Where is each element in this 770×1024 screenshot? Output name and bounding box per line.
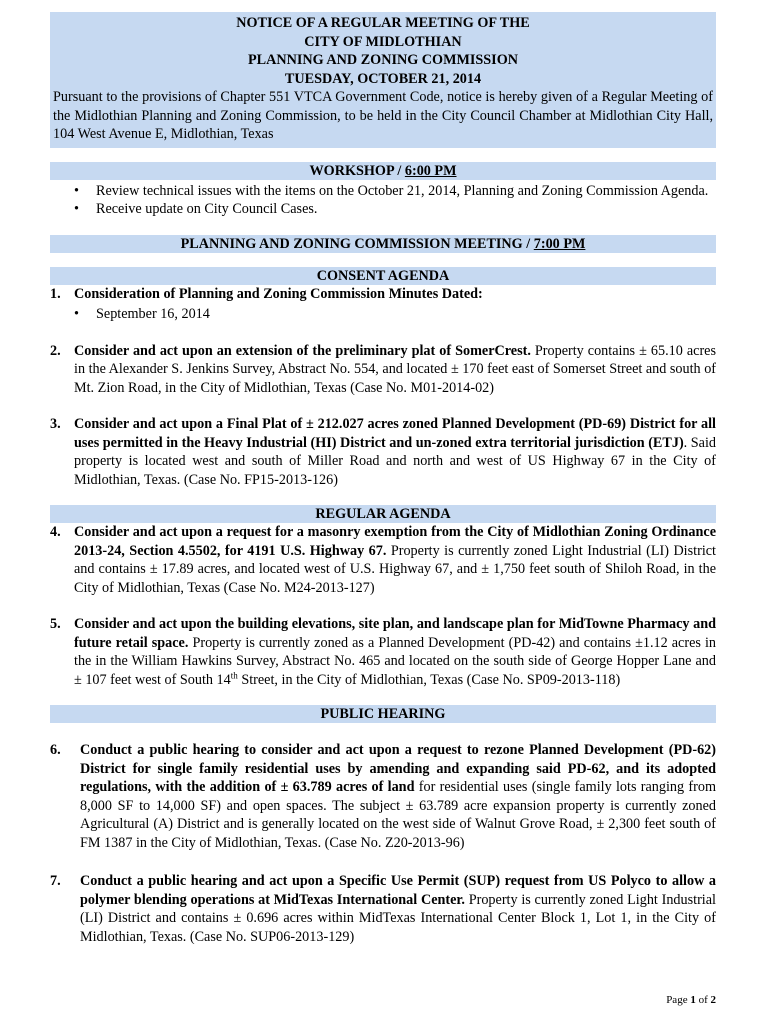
item-number: 2. bbox=[50, 342, 61, 359]
workshop-bullet-1: • Review technical issues with the items on the October 21, 2014, Planning and Zoning Commission Agenda. bbox=[96, 182, 716, 201]
workshop-time: 6:00 PM bbox=[404, 162, 457, 179]
meeting-time: 7:00 PM bbox=[533, 235, 586, 252]
consent-agenda-heading: CONSENT AGENDA bbox=[50, 267, 716, 285]
regular-agenda-heading: REGULAR AGENDA bbox=[50, 505, 716, 523]
header-line-3: PLANNING AND ZONING COMMISSION bbox=[248, 52, 518, 68]
item-title: Consider and act upon a request for a masonry exemption from the City of Midlothian Zoning Ordinance 2013-24, Section 4.5502, for 4191 U.S. Highway 67. bbox=[74, 524, 716, 559]
meeting-heading bbox=[50, 235, 716, 253]
item-number: 5. bbox=[50, 616, 61, 632]
workshop-bullet-2: • Receive update on City Council Cases. bbox=[96, 200, 716, 219]
minutes-list bbox=[74, 305, 716, 324]
agenda-item-6 bbox=[50, 741, 716, 852]
total-pages: 2 bbox=[710, 994, 716, 1006]
item-number: 3. bbox=[50, 416, 61, 432]
item-title: Consider and act upon the building elevations, site plan, and landscape plan for MidTowne Pharmacy and future retail space. bbox=[74, 616, 716, 651]
public-hearing-heading: PUBLIC HEARING bbox=[50, 705, 716, 723]
agenda-item-5 bbox=[50, 615, 716, 689]
item-description: Property contains ± 65.10 acres in the Alexander S. Jenkins Survey, Abstract No. 554, and located ± 170 feet east of Somerset Street and south of Mt. Zion Road, in the City of Midlothian, Texas (Case No. M01-2014-02) bbox=[74, 342, 717, 396]
page-number bbox=[666, 994, 716, 1006]
item-number: 1. bbox=[50, 285, 61, 302]
header-line-4: TUESDAY, OCTOBER 21, 2014 bbox=[284, 70, 482, 87]
agenda-item-1 bbox=[50, 285, 716, 324]
workshop-heading bbox=[50, 162, 716, 180]
item-description: for residential uses (single family lots ranging from 8,000 SF to 14,000 SF) and open spaces. The subject ± 63.789 acre expansion property is currently zoned Agricultural (A) District and is generally located on the west side of Walnut Grove Road, ± 2,300 feet south of FM 1387 in the City of Midlothian, Texas. (Case No. Z20-2013-96) bbox=[80, 779, 716, 851]
item-title: Conduct a public hearing and act upon a Specific Use Permit (SUP) request from US Polyco to allow a polymer blending operations at MidTexas International Center. bbox=[80, 873, 716, 908]
minutes-date: • September 16, 2014 bbox=[96, 305, 716, 324]
agenda-item-7 bbox=[50, 872, 716, 946]
item-title: Consideration of Planning and Zoning Commission Minutes Dated: bbox=[74, 285, 483, 302]
current-page: 1 bbox=[690, 994, 696, 1006]
header-line-1: NOTICE OF A REGULAR MEETING OF THE bbox=[236, 15, 530, 31]
page-label: Page bbox=[666, 994, 691, 1006]
item-description: Property is currently zoned Light Industrial (LI) District and contains ± 0.696 acres within MidTexas International Center Block 1, Lot 1, in the City of Midlothian, Texas. (Case No. SUP06-2013-129) bbox=[80, 891, 716, 945]
notice-document bbox=[50, 12, 716, 946]
item-description: Property is currently zoned as a Planned Development (PD-42) and contains ±1.12 acres in the in the William Hawkins Survey, Abstract No. 465 and located on the south side of George Hopper Lane and ± 107 feet west of South 14 bbox=[74, 634, 716, 688]
meeting-title: PLANNING AND ZONING COMMISSION MEETING / bbox=[180, 235, 534, 252]
page-of: of bbox=[695, 994, 711, 1006]
header-line-2: CITY OF MIDLOTHIAN bbox=[304, 33, 462, 50]
agenda-item-4 bbox=[50, 523, 716, 597]
item-number: 6. bbox=[50, 742, 61, 758]
notice-header bbox=[50, 12, 716, 148]
workshop-title: WORKSHOP / bbox=[309, 162, 405, 179]
item-title: Consider and act upon an extension of the preliminary plat of SomerCrest. bbox=[74, 342, 531, 359]
agenda-item-2 bbox=[50, 342, 716, 398]
item-title: Consider and act upon a Final Plat of ± 212.027 acres zoned Planned Development (PD-69) District for all uses permitted in the Heavy Industrial (HI) District and un-zoned extra territorial jurisdiction (ETJ) bbox=[74, 416, 716, 451]
ordinal-suffix: th bbox=[230, 669, 238, 680]
item-number: 7. bbox=[50, 873, 61, 889]
item-title: Conduct a public hearing to consider and act upon a request to rezone Planned Development (PD-62) District for single family residential uses by amending and expanding said PD-62, and its adopted regulations, with the addition of ± 63.789 acres of land bbox=[80, 742, 716, 795]
item-number: 4. bbox=[50, 524, 61, 540]
agenda-item-3 bbox=[50, 415, 716, 489]
intro-paragraph: Pursuant to the provisions of Chapter 551 VTCA Government Code, notice is hereby given of a Regular Meeting of the Midlothian Planning and Zoning Commission, to be held in the City Council Chamber at Midlothian City Hall, 104 West Avenue E, Midlothian, Texas bbox=[53, 89, 713, 142]
workshop-list bbox=[50, 182, 716, 219]
item-description: . Said property is located west and south of Miller Road and north and west of US Highway 67 in the City of Midlothian, Texas. (Case No. FP15-2013-126) bbox=[74, 434, 716, 488]
item-description-cont: Street, in the City of Midlothian, Texas (Case No. SP09-2013-118) bbox=[237, 671, 621, 688]
item-description: Property is currently zoned Light Industrial (LI) District and contains ± 17.89 acres, and located west of U.S. Highway 67, and ± 1,750 feet south of Shiloh Road, in the City of Midlothian, Texas (Case No. M24-2013-127) bbox=[74, 542, 716, 596]
